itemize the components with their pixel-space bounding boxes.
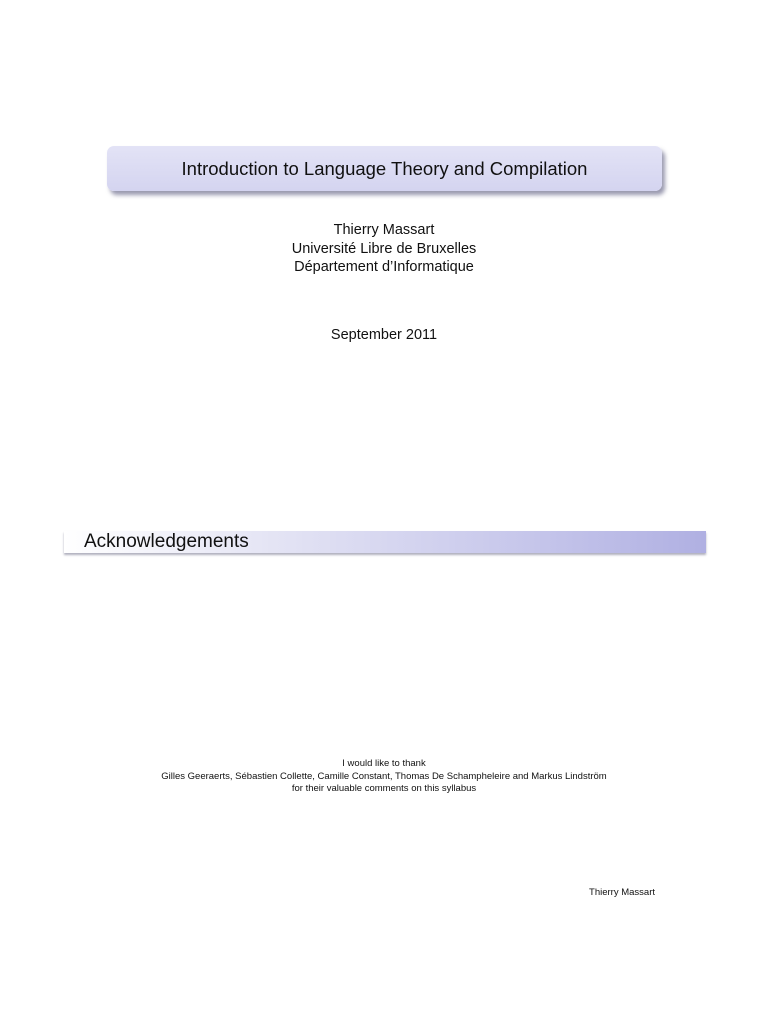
acknowledgement-text bbox=[0, 758, 768, 796]
thanks-line-names: Gilles Geeraerts, Sébastien Collette, Camille Constant, Thomas De Schampheleire and Markus Lindström bbox=[161, 770, 607, 782]
title-box bbox=[107, 146, 662, 191]
department-name: Département d’Informatique bbox=[294, 259, 474, 275]
author-name: Thierry Massart bbox=[333, 222, 435, 238]
section-title: Acknowledgements bbox=[84, 531, 249, 552]
thanks-line-intro: I would like to thank bbox=[342, 758, 426, 769]
institution-name: Université Libre de Bruxelles bbox=[291, 240, 477, 257]
thanks-line-closing: for their valuable comments on this syllabus bbox=[291, 783, 477, 794]
author-block bbox=[0, 221, 768, 277]
document-title: Introduction to Language Theory and Compilation bbox=[181, 157, 588, 179]
signature: Thierry Massart bbox=[589, 887, 655, 898]
section-header-bar bbox=[64, 531, 706, 553]
publication-date: September 2011 bbox=[330, 327, 438, 343]
